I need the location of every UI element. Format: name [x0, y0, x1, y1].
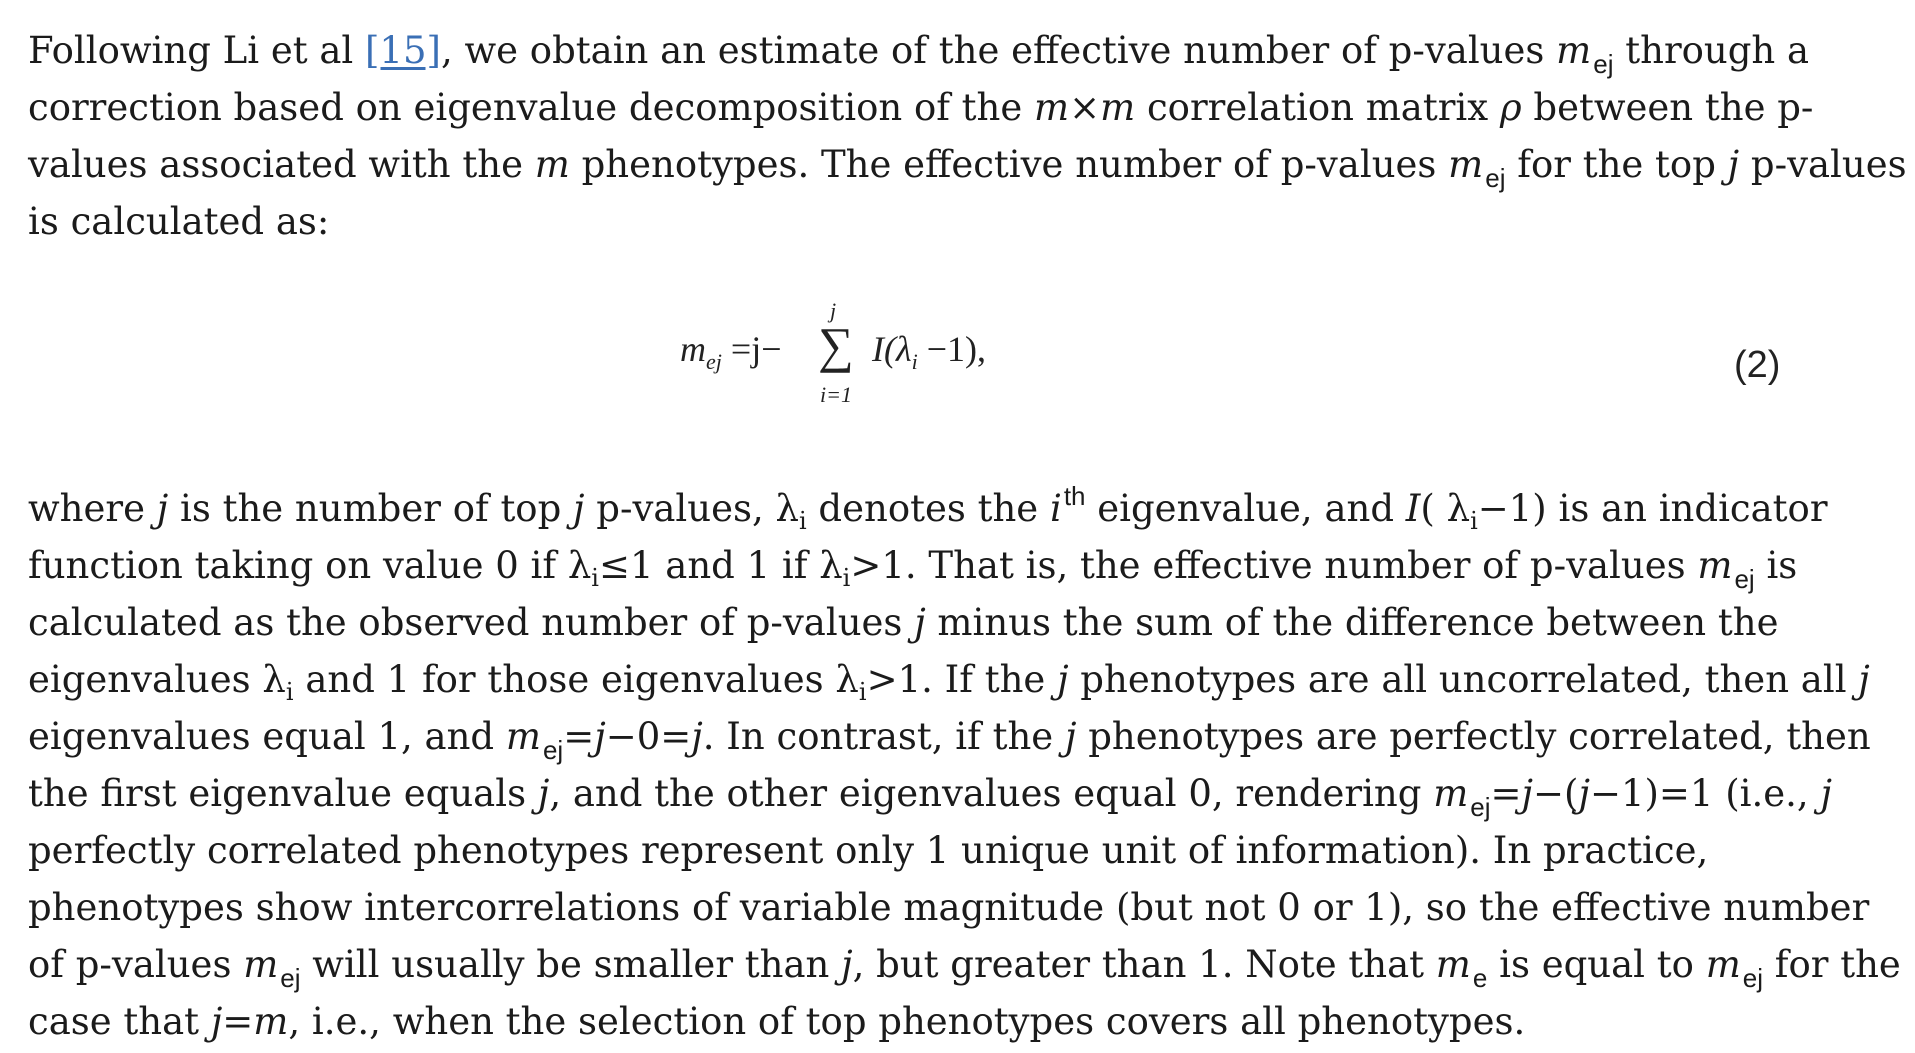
summation-symbol: ∑ [818, 317, 854, 373]
sum-lower-limit: i=1 [820, 382, 852, 407]
text-run: between the p- [1521, 86, 1814, 129]
math-var: m [505, 715, 541, 758]
text-line [28, 765, 1888, 822]
math-var: j [594, 715, 606, 758]
equation-summand [872, 328, 986, 374]
math-var: I [1405, 487, 1421, 530]
text-run: for the [1763, 943, 1901, 986]
text-run: = [563, 715, 595, 758]
text-run: Following Li et al [28, 29, 365, 72]
text-run: case that [28, 1000, 211, 1043]
text-run: >1. If the [866, 658, 1058, 701]
math-var: I(λ [872, 329, 912, 369]
math-var: j [1064, 715, 1077, 758]
math-var: m [1705, 943, 1741, 986]
text-run: and 1 for those eigenvalues λ [293, 658, 859, 701]
math-var: j [537, 772, 550, 815]
math-var: m [1448, 143, 1484, 186]
text-line [28, 537, 1888, 594]
math-var: j [1578, 772, 1590, 815]
math-var: m [680, 329, 706, 369]
text-line [28, 993, 1888, 1050]
math-var: j [914, 601, 926, 644]
text-run: , we obtain an estimate of the effective number of p-values [440, 29, 1557, 72]
math-subscript: ej [1470, 792, 1491, 822]
text-run: >1. That is, the effective number of p-values [850, 544, 1698, 587]
math-subscript: ej [1593, 49, 1614, 79]
math-subscript: ej [706, 349, 722, 374]
math-var: m [1435, 943, 1471, 986]
text-run: p-values, λ [584, 487, 799, 530]
text-run: ( λ [1420, 487, 1471, 530]
text-run: eigenvalues equal 1, and [28, 715, 506, 758]
math-var: j [1820, 772, 1832, 815]
math-var: j [1727, 143, 1740, 186]
text-run: values associated with the [28, 143, 535, 186]
text-line [28, 480, 1888, 537]
text-run: minus the sum of the difference between the [925, 601, 1779, 644]
text-run: = [1490, 772, 1522, 815]
text-run: is calculated as: [28, 200, 330, 243]
text-line [28, 822, 1888, 879]
text-run: , but greater than 1. Note that [852, 943, 1436, 986]
math-var: j [156, 487, 169, 530]
text-run: calculated as the observed number of p-values [28, 601, 915, 644]
text-run: for the top [1505, 143, 1728, 186]
math-subscript: ej [280, 963, 301, 993]
math-var: j [573, 487, 585, 530]
math-subscript: ej [1485, 163, 1506, 193]
math-var: m [1433, 772, 1469, 815]
math-subscript: i [285, 678, 294, 706]
text-line [28, 879, 1888, 936]
text-run: −1)=1 (i.e., [1589, 772, 1821, 815]
equation-lhs [680, 328, 782, 374]
math-subscript: ej [542, 735, 564, 765]
text-run: will usually be smaller than [300, 943, 842, 986]
math-subscript: i [1470, 507, 1478, 535]
text-run: , i.e., when the selection of top phenotypes covers all phenotypes. [288, 1000, 1526, 1043]
text-run: , and the other eigenvalues equal 0, rendering [549, 772, 1434, 815]
math-var: ρ [1499, 86, 1522, 129]
text-run: p-values [1739, 143, 1907, 186]
text-run: . In contrast, if the [702, 715, 1065, 758]
paragraph-explanation [28, 480, 1901, 1050]
math-var: j [691, 715, 703, 758]
text-run: function taking on value 0 if λ [28, 544, 592, 587]
text-run: phenotypes are perfectly correlated, then [1076, 715, 1871, 758]
text-run: denotes the [806, 487, 1050, 530]
math-var: m×m [1034, 86, 1136, 129]
text-run: where [28, 487, 157, 530]
paragraph-intro [28, 22, 1907, 250]
text-run: −( [1533, 772, 1579, 815]
text-line [28, 936, 1901, 993]
math-subscript: e [1472, 963, 1488, 993]
text-run: correlation matrix [1135, 86, 1500, 129]
text-run: the first eigenvalue equals [28, 772, 538, 815]
math-operator: =j− [721, 329, 782, 369]
text-line [28, 79, 1888, 136]
text-line [28, 136, 1907, 193]
text-line [28, 193, 1888, 250]
text-run: phenotypes. The effective number of p-values [569, 143, 1449, 186]
math-var: m [1556, 29, 1592, 72]
text-run: of p-values [28, 943, 244, 986]
math-subscript: i [591, 564, 599, 592]
math-var: m [1697, 544, 1733, 587]
text-run: −1) is an indicator [1477, 487, 1828, 530]
math-var: j [1057, 658, 1069, 701]
text-line [28, 22, 1888, 79]
text-run: is [1754, 544, 1798, 587]
math-operator: −1), [917, 329, 986, 369]
math-subscript: ej [1742, 963, 1764, 993]
sum-upper-limit: j [830, 298, 837, 323]
text-run: through a [1613, 29, 1810, 72]
text-run: phenotypes show intercorrelations of variable magnitude (but not 0 or 1), so the effective number [28, 886, 1870, 929]
text-line [28, 594, 1888, 651]
math-subscript: i [842, 564, 851, 592]
math-subscript: i [911, 349, 918, 374]
math-subscript: i [858, 678, 867, 706]
math-superscript: th [1063, 481, 1086, 511]
citation-link[interactable]: [15] [365, 29, 441, 72]
equation-number: (2) [1734, 344, 1781, 386]
math-var: i [1049, 487, 1062, 530]
text-run: ≤1 and 1 if λ [598, 544, 843, 587]
equation-block [680, 290, 1080, 420]
text-line [28, 708, 1888, 765]
text-run: is the number of top [168, 487, 574, 530]
math-var: m [534, 143, 570, 186]
math-subscript: ej [1734, 564, 1755, 594]
text-run: is equal to [1487, 943, 1706, 986]
math-var: m [243, 943, 279, 986]
math-subscript: i [798, 507, 807, 535]
text-run: eigenvalue, and [1085, 487, 1406, 530]
math-var: j [1521, 772, 1534, 815]
math-var: j [1858, 658, 1870, 701]
text-run: correction based on eigenvalue decomposition of the [28, 86, 1035, 129]
text-run: perfectly correlated phenotypes represent only 1 unique unit of information). In practice, [28, 829, 1709, 872]
math-var: j [841, 943, 853, 986]
text-line [28, 651, 1888, 708]
text-run: phenotypes are all uncorrelated, then all [1068, 658, 1859, 701]
text-run: eigenvalues λ [28, 658, 286, 701]
text-run: −0= [605, 715, 692, 758]
math-var: j=m [210, 1000, 289, 1043]
